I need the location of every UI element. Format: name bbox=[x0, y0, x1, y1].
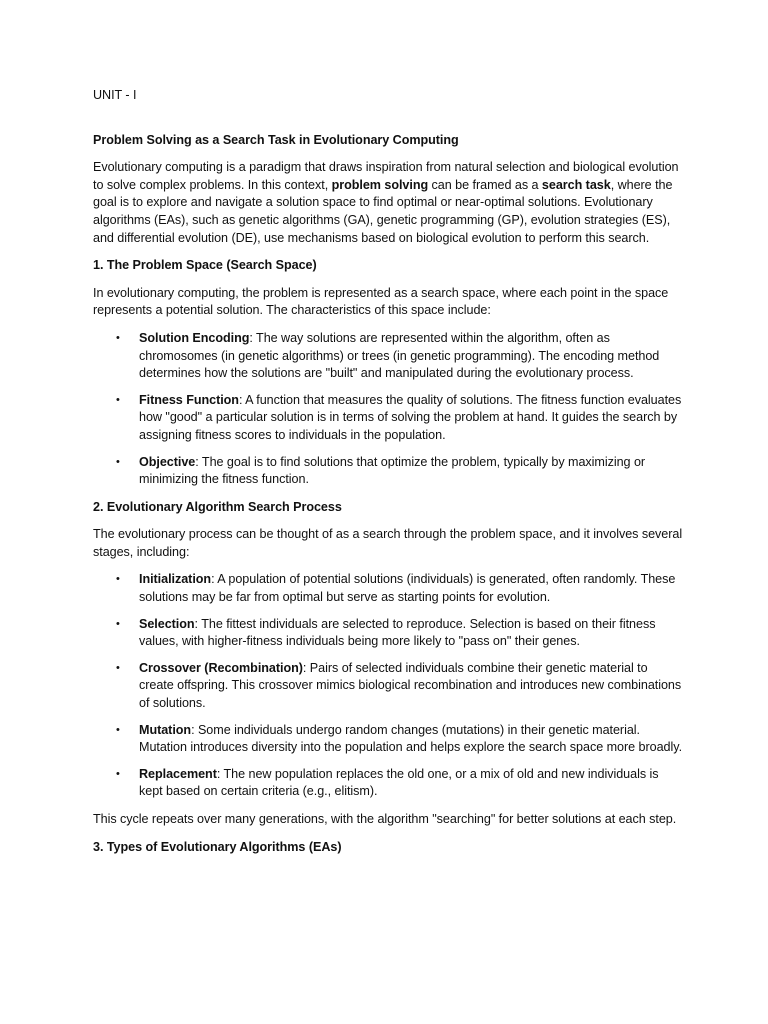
section-1-list bbox=[93, 330, 683, 489]
list-item-text: : A population of potential solutions (individuals) is generated, often randomly. These solutions may be far from optimal but serve as starting points for evolution. bbox=[139, 572, 676, 605]
list-item bbox=[93, 660, 683, 713]
bullet-icon: • bbox=[116, 723, 120, 736]
intro-bold-1: problem solving bbox=[331, 177, 429, 192]
list-item bbox=[93, 722, 683, 757]
document-page bbox=[93, 87, 683, 866]
list-item-term: Fitness Function bbox=[139, 392, 239, 407]
list-item-text: : Pairs of selected individuals combine their genetic material to create offspring. This crossover mimics biological recombination and introduces new combinations of solutions. bbox=[139, 660, 682, 711]
list-item-term: Solution Encoding bbox=[139, 330, 250, 345]
intro-paragraph bbox=[93, 159, 683, 247]
list-item bbox=[93, 571, 683, 606]
intro-text-2: can be framed as a bbox=[428, 177, 542, 192]
intro-text-1: Evolutionary computing is a paradigm that draws inspiration from natural selection and biological evolution to solve complex problems. In this context, bbox=[93, 160, 679, 192]
section-2-heading: 2. Evolutionary Algorithm Search Process bbox=[93, 499, 342, 514]
list-item-term: Selection bbox=[139, 616, 195, 631]
section-1-paragraph: In evolutionary computing, the problem is represented as a search space, where each point in the space represents a potential solution. The characteristics of this space include: bbox=[93, 285, 669, 318]
list-item-term: Initialization bbox=[139, 572, 212, 587]
section-3-heading: 3. Types of Evolutionary Algorithms (EAs) bbox=[93, 839, 342, 854]
list-item-text: : The fittest individuals are selected to reproduce. Selection is based on their fitness values, with higher-fitness individuals being more likely to "pass on" their genes. bbox=[139, 616, 656, 649]
list-item-term: Replacement bbox=[139, 766, 217, 781]
list-item bbox=[93, 330, 683, 383]
bullet-icon: • bbox=[116, 661, 120, 674]
bullet-icon: • bbox=[116, 573, 120, 586]
bullet-icon: • bbox=[116, 617, 120, 630]
list-item-term: Crossover (Recombination) bbox=[139, 660, 303, 675]
intro-bold-2: search task bbox=[541, 177, 611, 192]
list-item-text: : The way solutions are represented within the algorithm, often as chromosomes (in genetic algorithms) or trees (in genetic programming). The encoding method determines how the solutions are "built" and manipulated during the evolutionary process. bbox=[139, 330, 660, 381]
list-item bbox=[93, 454, 683, 489]
intro-text-3: , where the goal is to explore and navigate a solution space to find optimal or near-optimal solutions. Evolutionary algorithms (EAs), such as genetic algorithms (GA), genetic programming (GP), evolution strategies (ES), and differential evolution (DE), use mechanisms based on biological evolution to perform this search. bbox=[93, 177, 673, 245]
section-2-list bbox=[93, 571, 683, 801]
bullet-icon: • bbox=[116, 767, 120, 780]
document-title: Problem Solving as a Search Task in Evolutionary Computing bbox=[93, 132, 459, 147]
list-item bbox=[93, 616, 683, 651]
list-item-text: : A function that measures the quality of solutions. The fitness function evaluates how "good" a particular solution is in terms of solving the problem at hand. It guides the search by assigning fitness scores to individuals in the population. bbox=[139, 392, 682, 442]
bullet-icon: • bbox=[116, 455, 120, 468]
bullet-icon: • bbox=[116, 331, 120, 344]
list-item-term: Mutation bbox=[139, 722, 192, 737]
list-item-text: : The new population replaces the old one, or a mix of old and new individuals is kept based on certain criteria (e.g., elitism). bbox=[139, 766, 659, 799]
list-item-text: : Some individuals undergo random changes (mutations) in their genetic material. Mutation introduces diversity into the population and helps explore the search space more broadly. bbox=[139, 722, 683, 755]
section-1-heading: 1. The Problem Space (Search Space) bbox=[93, 258, 317, 273]
unit-label: UNIT - I bbox=[93, 88, 137, 102]
bullet-icon: • bbox=[116, 393, 120, 406]
section-2-paragraph: The evolutionary process can be thought of as a search through the problem space, and it involves several stages, including: bbox=[93, 527, 683, 559]
list-item-term: Objective bbox=[139, 454, 196, 469]
list-item bbox=[93, 766, 683, 801]
list-item bbox=[93, 392, 683, 445]
section-2-closing: This cycle repeats over many generations, with the algorithm "searching" for better solutions at each step. bbox=[93, 812, 677, 826]
list-item-text: : The goal is to find solutions that optimize the problem, typically by maximizing or minimizing the fitness function. bbox=[139, 454, 646, 487]
